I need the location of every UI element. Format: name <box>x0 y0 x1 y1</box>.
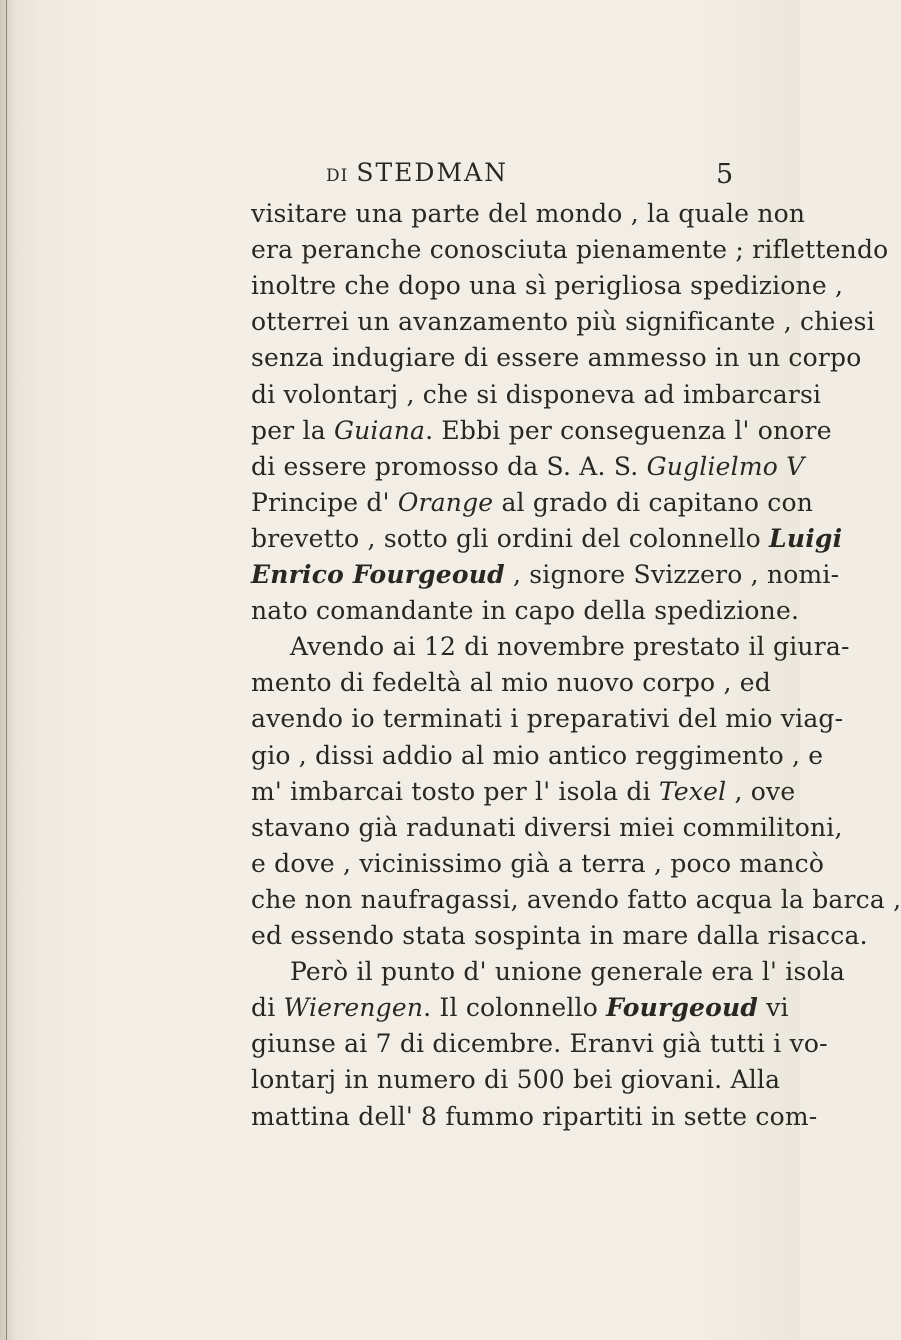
italic-text-segment: Wierengen <box>283 993 424 1023</box>
text-segment: di <box>251 993 284 1023</box>
text-segment: otterrei un avanzamento più significante , chiesi <box>251 307 875 337</box>
text-line <box>251 740 824 770</box>
text-segment: Però il punto d' unione generale era l' isola <box>290 957 846 987</box>
italic-text-segment: Luigi <box>769 523 843 553</box>
text-line <box>251 812 843 842</box>
text-segment: era peranche conosciuta pienamente ; riflettendo <box>251 235 889 265</box>
text-line <box>251 921 868 950</box>
text-segment: mento di fedeltà al mio nuovo corpo , ed <box>251 668 771 698</box>
text-line <box>251 1029 828 1059</box>
text-line <box>251 776 796 806</box>
text-segment: , signore Svizzero , nomi- <box>504 560 840 589</box>
text-segment: mattina dell' 8 fummo ripartiti in sette com- <box>251 1101 818 1131</box>
text-segment: ed essendo stata sospinta in mare dalla risacca. <box>251 921 868 950</box>
italic-text-segment: Orange <box>397 487 494 517</box>
text-segment: lontarj in numero di 500 bei giovani. Alla <box>251 1065 781 1095</box>
text-segment: m' imbarcai tosto per l' isola di <box>251 776 659 806</box>
text-line <box>251 415 832 445</box>
italic-text-segment: Fourgeoud <box>606 993 759 1023</box>
text-line <box>251 668 771 698</box>
text-segment: brevetto , sotto gli ordini del colonnello <box>251 523 770 553</box>
italic-text-segment: Guglielmo V <box>646 451 805 481</box>
text-line <box>290 632 850 662</box>
text-line <box>251 704 844 734</box>
text-line <box>251 379 822 409</box>
text-line <box>251 848 825 878</box>
text-line <box>251 199 806 228</box>
running-head-name: STEDMAN <box>356 158 508 187</box>
text-segment: gio , dissi addio al mio antico reggimento , e <box>251 740 824 770</box>
text-segment: vi <box>758 993 789 1023</box>
text-segment: di volontarj , che si disponeva ad imbarcarsi <box>251 379 822 409</box>
text-segment: visitare una parte del mondo , la quale non <box>251 199 806 228</box>
text-line <box>251 993 789 1023</box>
page-number: 5 <box>716 159 734 190</box>
text-line <box>290 957 846 987</box>
text-line <box>251 596 800 626</box>
text-line <box>251 1065 781 1095</box>
text-line <box>251 884 901 914</box>
text-segment: , ove <box>726 776 796 806</box>
text-segment: stavano già radunati diversi miei commilitoni, <box>251 812 843 842</box>
text-line <box>251 235 889 265</box>
running-head-prefix: DI <box>326 166 349 186</box>
text-segment: al grado di capitano con <box>493 487 814 517</box>
italic-text-segment: Enrico Fourgeoud <box>251 560 505 589</box>
text-line <box>251 451 805 481</box>
text-segment: . Ebbi per conseguenza l' onore <box>425 415 832 445</box>
text-segment: che non naufragassi, avendo fatto acqua la barca , <box>251 884 901 914</box>
text-segment: nato comandante in capo della spedizione. <box>251 596 800 626</box>
text-line <box>251 487 814 517</box>
text-line <box>251 560 840 589</box>
text-segment: di essere promosso da S. A. S. <box>251 451 647 481</box>
text-segment: inoltre che dopo una sì perigliosa spedizione , <box>251 271 844 301</box>
text-segment: Avendo ai 12 di novembre prestato il giura- <box>290 632 850 662</box>
text-line <box>251 343 862 373</box>
text-segment: giunse ai 7 di dicembre. Eranvi già tutti i vo- <box>251 1029 828 1059</box>
text-line <box>251 1101 818 1131</box>
text-segment: senza indugiare di essere ammesso in un corpo <box>251 343 862 373</box>
text-line <box>251 271 844 301</box>
text-line <box>251 523 843 553</box>
text-segment: avendo io terminati i preparativi del mio viag- <box>251 704 844 734</box>
text-segment: Principe d' <box>251 487 398 517</box>
italic-text-segment: Texel <box>658 776 727 806</box>
text-segment: per la <box>251 415 334 445</box>
italic-text-segment: Guiana <box>333 415 426 445</box>
text-line <box>251 307 875 337</box>
text-segment: . Il colonnello <box>423 993 607 1023</box>
text-segment: e dove , vicinissimo già a terra , poco mancò <box>251 848 825 878</box>
